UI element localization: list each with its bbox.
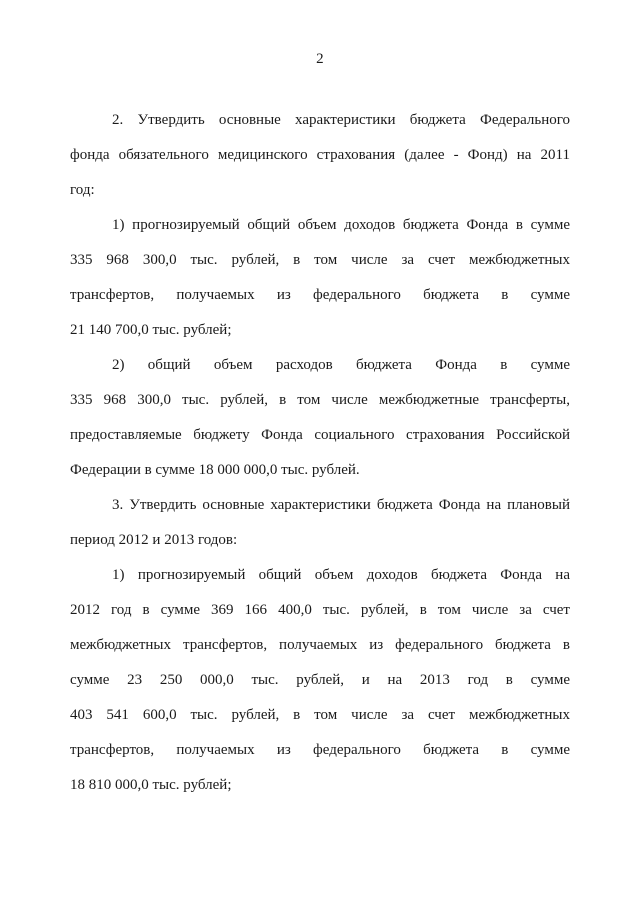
text-line: период 2012 и 2013 годов: <box>70 532 238 548</box>
text-line: 2012 год в сумме 369 166 400,0 тыс. рублей, в том числе за счет <box>70 602 570 618</box>
text-line: 335 968 300,0 тыс. рублей, в том числе за счет межбюджетных <box>70 252 570 268</box>
page-number: 2 <box>316 51 324 67</box>
text-line: трансфертов, получаемых из федерального бюджета в сумме <box>70 742 570 758</box>
text-line: сумме 23 250 000,0 тыс. рублей, и на 2013 год в сумме <box>70 672 570 688</box>
text-line: предоставляемые бюджету Фонда социального страхования Российской <box>70 427 570 443</box>
text-line: 2. Утвердить основные характеристики бюджета Федерального <box>112 112 570 128</box>
text-line: фонда обязательного медицинского страхования (далее - Фонд) на 2011 <box>70 147 570 163</box>
text-line: Федерации в сумме 18 000 000,0 тыс. рублей. <box>70 462 360 478</box>
text-line: 1) прогнозируемый общий объем доходов бюджета Фонда в сумме <box>112 217 570 233</box>
text-line: 335 968 300,0 тыс. рублей, в том числе межбюджетные трансферты, <box>70 392 570 408</box>
text-line: год: <box>70 182 95 198</box>
text-line: 18 810 000,0 тыс. рублей; <box>70 777 232 793</box>
text-line: 403 541 600,0 тыс. рублей, в том числе за счет межбюджетных <box>70 707 570 723</box>
document-text-block <box>70 103 570 803</box>
text-line: 21 140 700,0 тыс. рублей; <box>70 322 232 338</box>
text-line: межбюджетных трансфертов, получаемых из федерального бюджета в <box>70 637 570 653</box>
text-line: 1) прогнозируемый общий объем доходов бюджета Фонда на <box>112 567 570 583</box>
text-line: 2) общий объем расходов бюджета Фонда в сумме <box>112 357 570 373</box>
text-line: трансфертов, получаемых из федерального бюджета в сумме <box>70 287 570 303</box>
text-line: 3. Утвердить основные характеристики бюджета Фонда на плановый <box>112 497 570 513</box>
